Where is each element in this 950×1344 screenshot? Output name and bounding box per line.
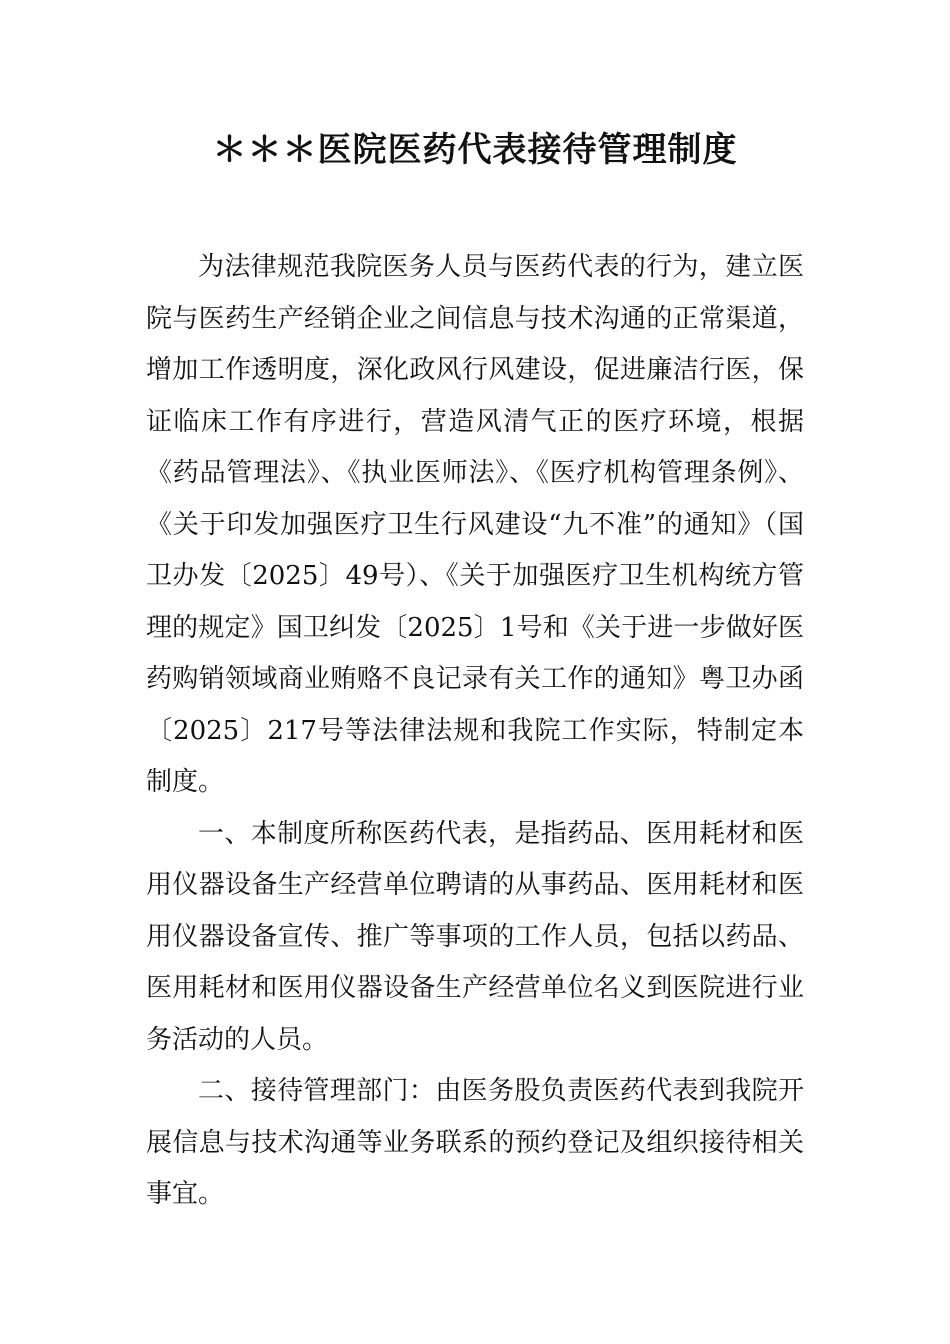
document-title: ＊＊＊医院医药代表接待管理制度 bbox=[212, 130, 738, 170]
intro-paragraph: 为法律规范我院医务人员与医药代表的行为，建立医院与医药生产经销企业之间信息与技术沟通的正常渠道，增加工作透明度，深化政风行风建设，促进廉洁行医，保证临床工作有序进行，营造风清气正的医疗环境，根据《药品管理法》、《执业医师法》、《医疗机构管理条例》、《关于印发加强医疗卫生行风建设“九不准”的通知》（国卫办发〔2025〕49号）、《关于加强医疗卫生机构统方管理的规定》国卫纠发〔2025〕1号和《关于进一步做好医药购销领域商业贿赂不良记录有关工作的通知》粤卫办函〔2025〕217号等法律法规和我院工作实际，特制定本制度。 bbox=[146, 252, 804, 797]
document-body bbox=[146, 242, 804, 1221]
section-1-paragraph: 一、本制度所称医药代表，是指药品、医用耗材和医用仪器设备生产经营单位聘请的从事药品、医用耗材和医用仪器设备宣传、推广等事项的工作人员，包括以药品、医用耗材和医用仪器设备生产经营单位名义到医院进行业务活动的人员。 bbox=[146, 818, 804, 1055]
section-2-paragraph: 二、接待管理部门：由医务股负责医药代表到我院开展信息与技术沟通等业务联系的预约登记及组织接待相关事宜。 bbox=[146, 1076, 804, 1209]
